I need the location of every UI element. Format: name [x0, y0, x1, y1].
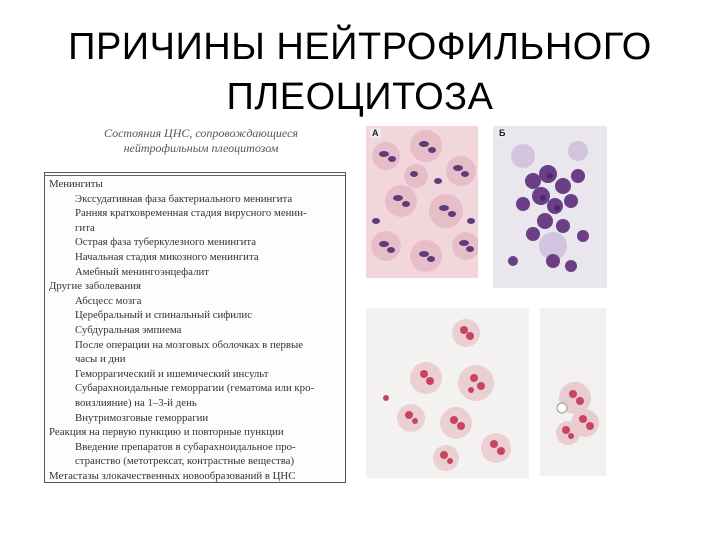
micrograph-c-image — [366, 308, 529, 478]
table-section-heading: Реакция на первую пункцию и повторные пункции — [49, 426, 284, 439]
micrograph-b-label: Б — [499, 128, 506, 138]
table-row: Абсцесс мозга — [75, 294, 142, 307]
micrograph-a-image — [366, 126, 478, 278]
table-row: странство (метотрексат, контрастные вещества) — [75, 455, 295, 468]
table-row: Субарахноидальные геморрагии (гематома или кро- — [75, 382, 315, 395]
table-row: часы и дни — [75, 353, 126, 366]
table-row: Введение препаратов в субарахноидальное про- — [75, 440, 296, 453]
table-row: гита — [75, 221, 95, 234]
micrograph-b — [493, 126, 607, 288]
slide-title-line-1: ПРИЧИНЫ НЕЙТРОФИЛЬНОГО — [68, 26, 652, 68]
table-row: Ранняя кратковременная стадия вирусного менин- — [75, 207, 307, 220]
table-row: Церебральный и спинальный сифилис — [75, 309, 252, 322]
slide-title — [30, 22, 690, 122]
table-section-heading: Менингиты — [49, 178, 103, 190]
slide-title-line-2: ПЛЕОЦИТОЗА — [226, 76, 494, 118]
table-row: воизлияние) на 1–3-й день — [75, 397, 197, 409]
table-caption-line-1: Состояния ЦНС, сопровождающиеся — [104, 126, 298, 140]
micrograph-d — [540, 308, 606, 476]
micrograph-a — [366, 126, 478, 278]
table-row: Амебный менингоэнцефалит — [75, 265, 209, 278]
table-section-heading: Метастазы злокачественных новообразований в ЦНС — [49, 470, 296, 482]
table-row: Экссудативная фаза бактериального менингита — [75, 192, 293, 205]
micrograph-a-label: А — [372, 128, 379, 138]
table-row: Начальная стадия микозного менингита — [75, 251, 259, 263]
micrograph-d-image — [540, 308, 606, 476]
table-row: Внутримозговые геморрагии — [75, 411, 209, 424]
micrograph-b-image — [493, 126, 607, 288]
table-divider — [45, 175, 345, 176]
micrograph-c — [366, 308, 529, 478]
table-section-heading: Другие заболевания — [49, 280, 141, 293]
table-caption-line-2: нейтрофильным плеоцитозом — [123, 141, 279, 155]
table-caption — [60, 126, 342, 156]
table-row: Геморрагический и ишемический инсульт — [75, 367, 269, 380]
table-row: Субдуральная эмпиема — [75, 324, 182, 336]
table-row: Острая фаза туберкулезного менингита — [75, 236, 257, 249]
conditions-table — [44, 172, 346, 483]
table-row: После операции на мозговых оболочках в первые — [75, 338, 304, 351]
